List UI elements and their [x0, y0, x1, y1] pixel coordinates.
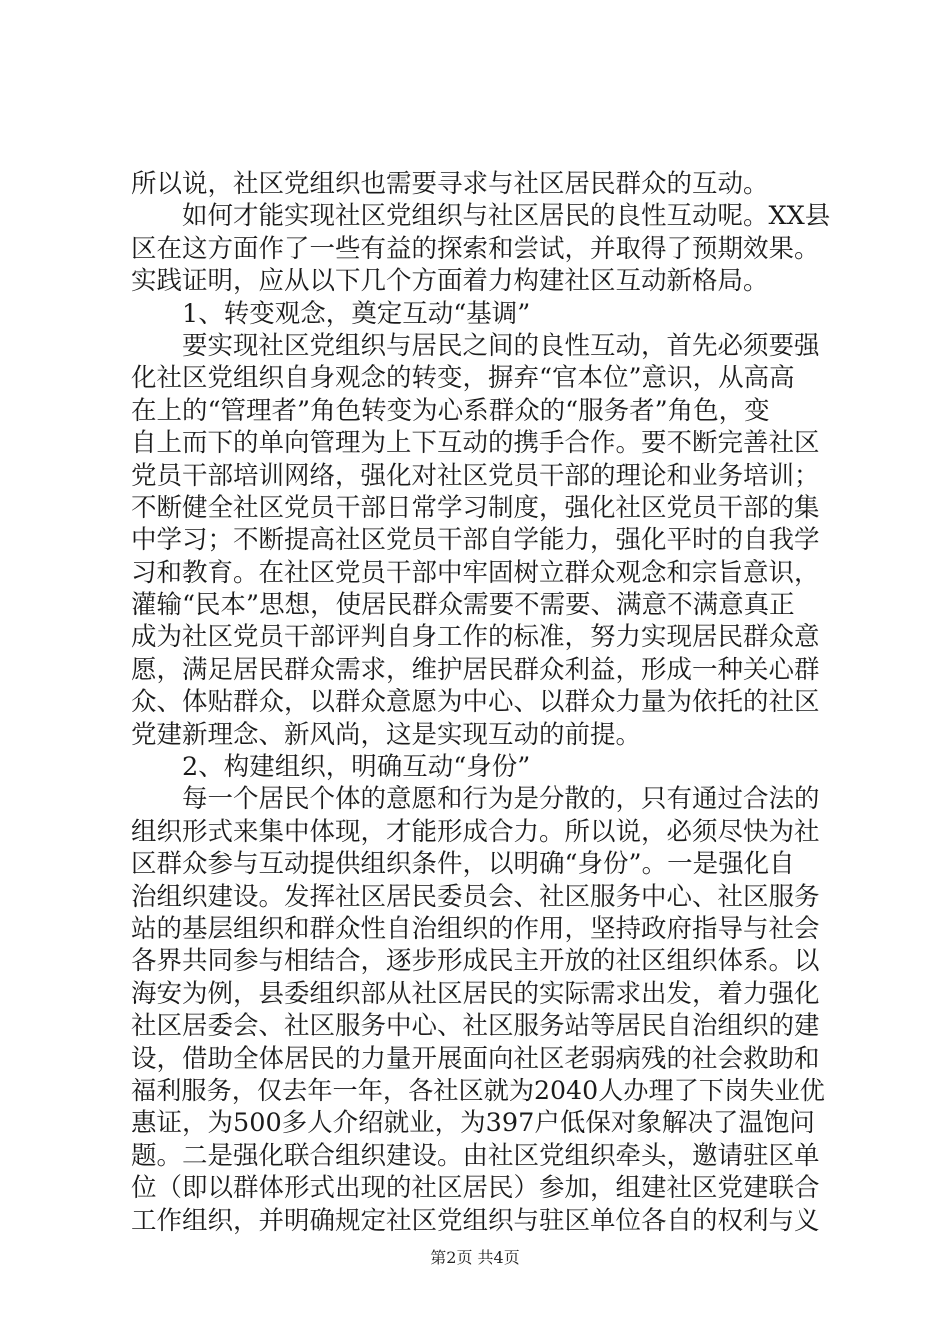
text-line: 成为社区党员干部评判自身工作的标准，努力实现居民群众意 [131, 622, 820, 653]
text-line: 不断健全社区党员干部日常学习制度，强化社区党员干部的集 [131, 492, 820, 523]
text-line: 区群众参与互动提供组织条件，以明确“身份”。一是强化自 [131, 849, 795, 880]
text-line: 如何才能实现社区党组织与社区居民的良性互动呢。XX县 [182, 201, 831, 232]
text-line: 实践证明，应从以下几个方面着力构建社区互动新格局。 [131, 266, 769, 297]
text-line: 组织形式来集中体现，才能形成合力。所以说，必须尽快为社 [131, 816, 820, 847]
text-line: 自上而下的单向管理为上下互动的携手合作。要不断完善社区 [131, 428, 820, 459]
text-line: 化社区党组织自身观念的转变，摒弃“官本位”意识，从高高 [131, 363, 795, 394]
text-line: 众、体贴群众，以群众意愿为中心、以群众力量为依托的社区 [131, 687, 820, 718]
text-line: 每一个居民个体的意愿和行为是分散的，只有通过合法的 [182, 784, 820, 815]
text-line: 各界共同参与相结合，逐步形成民主开放的社区组织体系。以 [131, 946, 820, 977]
text-line: 在上的“管理者”角色转变为心系群众的“服务者”角色，变 [131, 395, 770, 426]
text-line: 海安为例，县委组织部从社区居民的实际需求出发，着力强化 [131, 978, 820, 1009]
body-text [131, 168, 831, 1237]
text-line: 位（即以群体形式出现的社区居民）参加，组建社区党建联合 [131, 1173, 820, 1204]
text-line: 治组织建设。发挥社区居民委员会、社区服务中心、社区服务 [131, 881, 820, 912]
text-line: 愿，满足居民群众需求，维护居民群众利益，形成一种关心群 [131, 654, 820, 685]
text-line: 灌输“民本”思想，使居民群众需要不需要、满意不满意真正 [131, 590, 795, 621]
text-line: 福利服务，仅去年一年，各社区就为2040人办理了下岗失业优 [131, 1075, 825, 1105]
text-line: 党员干部培训网络，强化对社区党员干部的理论和业务培训； [131, 460, 820, 491]
text-line: 区在这方面作了一些有益的探索和尝试，并取得了预期效果。 [131, 233, 820, 264]
text-line: 站的基层组织和群众性自治组织的作用，坚持政府指导与社会 [131, 913, 820, 944]
section-heading-2: 2、构建组织，明确互动“身份” [182, 752, 531, 783]
page-footer: 第2页 共4页 [430, 1248, 520, 1267]
text-line: 设，借助全体居民的力量开展面向社区老弱病残的社会救助和 [131, 1043, 820, 1074]
text-line: 习和教育。在社区党员干部中牢固树立群众观念和宗旨意识， [131, 557, 820, 588]
text-line: 中学习；不断提高社区党员干部自学能力，强化平时的自我学 [131, 525, 820, 556]
section-heading-1: 1、转变观念，奠定互动“基调” [182, 298, 531, 329]
text-line: 工作组织，并明确规定社区党组织与驻区单位各自的权利与义 [131, 1205, 820, 1236]
text-line: 所以说，社区党组织也需要寻求与社区居民群众的互动。 [131, 169, 769, 199]
text-line: 要实现社区党组织与居民之间的良性互动，首先必须要强 [182, 330, 820, 361]
text-line: 题。二是强化联合组织建设。由社区党组织牵头，邀请驻区单 [131, 1140, 820, 1171]
text-line: 社区居委会、社区服务中心、社区服务站等居民自治组织的建 [131, 1011, 820, 1042]
text-line: 党建新理念、新风尚，这是实现互动的前提。 [131, 719, 642, 750]
text-line: 惠证，为500多人介绍就业，为397户低保对象解决了温饱问 [131, 1108, 815, 1139]
